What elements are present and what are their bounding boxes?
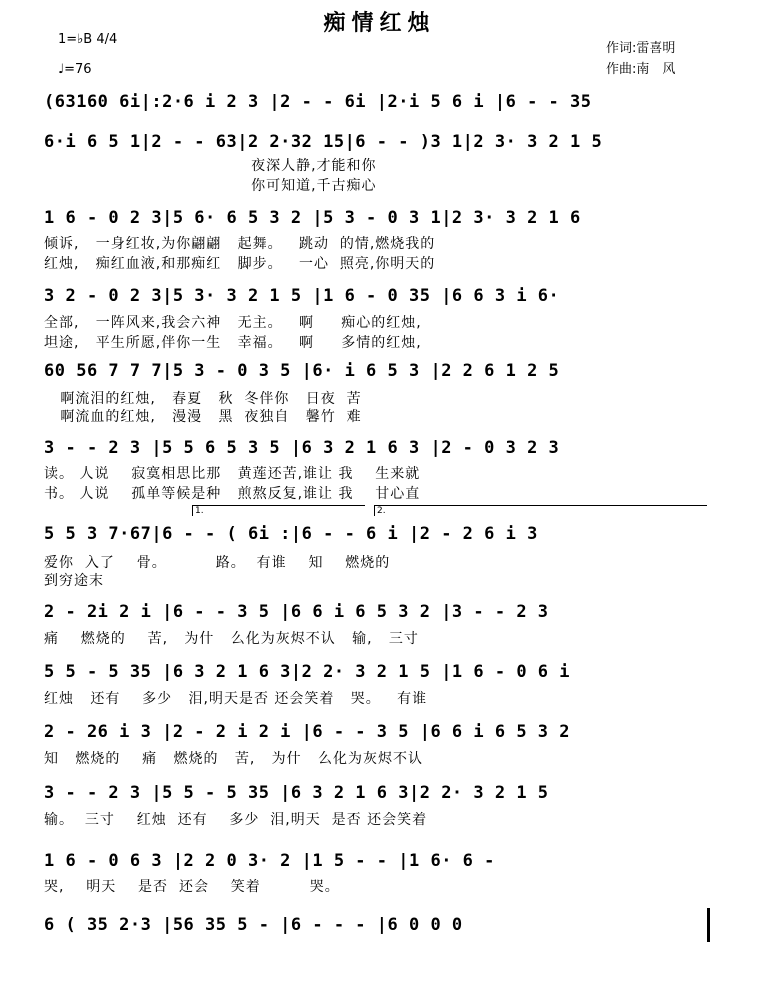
final-barline [707,908,710,942]
notation-line-1: (63160 6i|:2·6 i 2 3 |2 - - 6i |2·i 5 6 i |6 - - 35 [44,92,592,112]
song-title: 痴情红烛 [323,11,436,36]
lyric-line-10: 书。 人说 孤单等候是种 煎熬反复,谁让 我 甘心直 [44,486,421,502]
lyric-line-5: 全部, 一阵风来,我会六神 无主。 啊 痴心的红烛, [44,315,422,331]
lyric-line-12: 到穷途末 [44,573,104,589]
lyric-line-3: 倾诉, 一身红妆,为你翩翩 起舞。 跳动 的情,燃烧我的 [44,236,436,252]
credits [606,38,675,80]
key-signature: 1=♭B 4/4 [58,32,118,47]
lyric-line-7: 啊流泪的红烛, 春夏 秋 冬伴你 日夜 苦 [44,391,362,407]
notation-line-12: 1 6 - 0 6 3 |2 2 0 3· 2 |1 5 - - |1 6· 6 - [44,851,495,871]
volta-second-ending: 2. [374,505,707,516]
lyric-line-16: 输。 三寸 红烛 还有 多少 泪,明天 是否 还会笑着 [44,812,428,828]
lyric-line-4: 红烛, 痴红血液,和那痴红 脚步。 一心 照亮,你明天的 [44,256,436,272]
lyric-line-2: 你可知道,千古痴心 [44,178,377,194]
lyric-line-14: 红烛 还有 多少 泪,明天是否 还会笑着 哭。 有谁 [44,691,428,707]
composer-credit: 作曲:南 风 [606,62,676,77]
lyricist-credit: 作词:雷喜明 [606,41,676,56]
lyric-line-9: 读。 人说 寂寞相思比那 黄莲还苦,谁让 我 生来就 [44,466,421,482]
lyric-line-17: 哭, 明天 是否 还会 笑着 哭。 [44,879,340,895]
notation-line-11: 3 - - 2 3 |5 5 - 5 35 |6 3 2 1 6 3|2 2· 3 2 1 5 [44,783,549,803]
lyric-line-6: 坦途, 平生所愿,伴你一生 幸福。 啊 多情的红烛, [44,335,422,351]
lyric-line-1: 夜深人静,才能和你 [44,158,377,174]
notation-line-9: 5 5 - 5 35 |6 3 2 1 6 3|2 2· 3 2 1 5 |1 6 - 0 6 i [44,662,571,682]
notation-line-3: 1 6 - 0 2 3|5 6· 6 5 3 2 |5 3 - 0 3 1|2 3· 3 2 1 6 [44,208,581,228]
notation-line-5: 60 56 7 7 7|5 3 - 0 3 5 |6· i 6 5 3 |2 2 6 1 2 5 [44,361,560,381]
notation-line-10: 2 - 26 i 3 |2 - 2 i 2 i |6 - - 3 5 |6 6 i 6 5 3 2 [44,722,571,742]
lyric-line-15: 知 燃烧的 痛 燃烧的 苦, 为什 么化为灰烬不认 [44,751,424,767]
volta-first-ending: 1. [192,505,365,516]
notation-line-4: 3 2 - 0 2 3|5 3· 3 2 1 5 |1 6 - 0 35 |6 6 3 i 6· [44,286,560,306]
notation-line-8: 2 - 2i 2 i |6 - - 3 5 |6 6 i 6 5 3 2 |3 - - 2 3 [44,602,549,622]
notation-line-7: 5 5 3 7·67|6 - - ( 6i :|6 - - 6 i |2 - 2 6 i 3 [44,524,538,544]
lyric-line-8: 啊流血的红烛, 漫漫 黑 夜独自 馨竹 难 [44,409,362,425]
lyric-line-13: 痛 燃烧的 苦, 为什 么化为灰烬不认 输, 三寸 [44,631,419,647]
lyric-line-11: 爱你 入了 骨。 路。 有谁 知 燃烧的 [44,555,391,571]
notation-line-13: 6 ( 35 2·3 |56 35 5 - |6 - - - |6 0 0 0 [44,915,463,935]
tempo-marking: ♩=76 [58,62,92,77]
notation-line-2: 6·i 6 5 1|2 - - 63|2 2·32 15|6 - - )3 1|2 3· 3 2 1 5 [44,132,603,152]
notation-line-6: 3 - - 2 3 |5 5 6 5 3 5 |6 3 2 1 6 3 |2 - 0 3 2 3 [44,438,560,458]
